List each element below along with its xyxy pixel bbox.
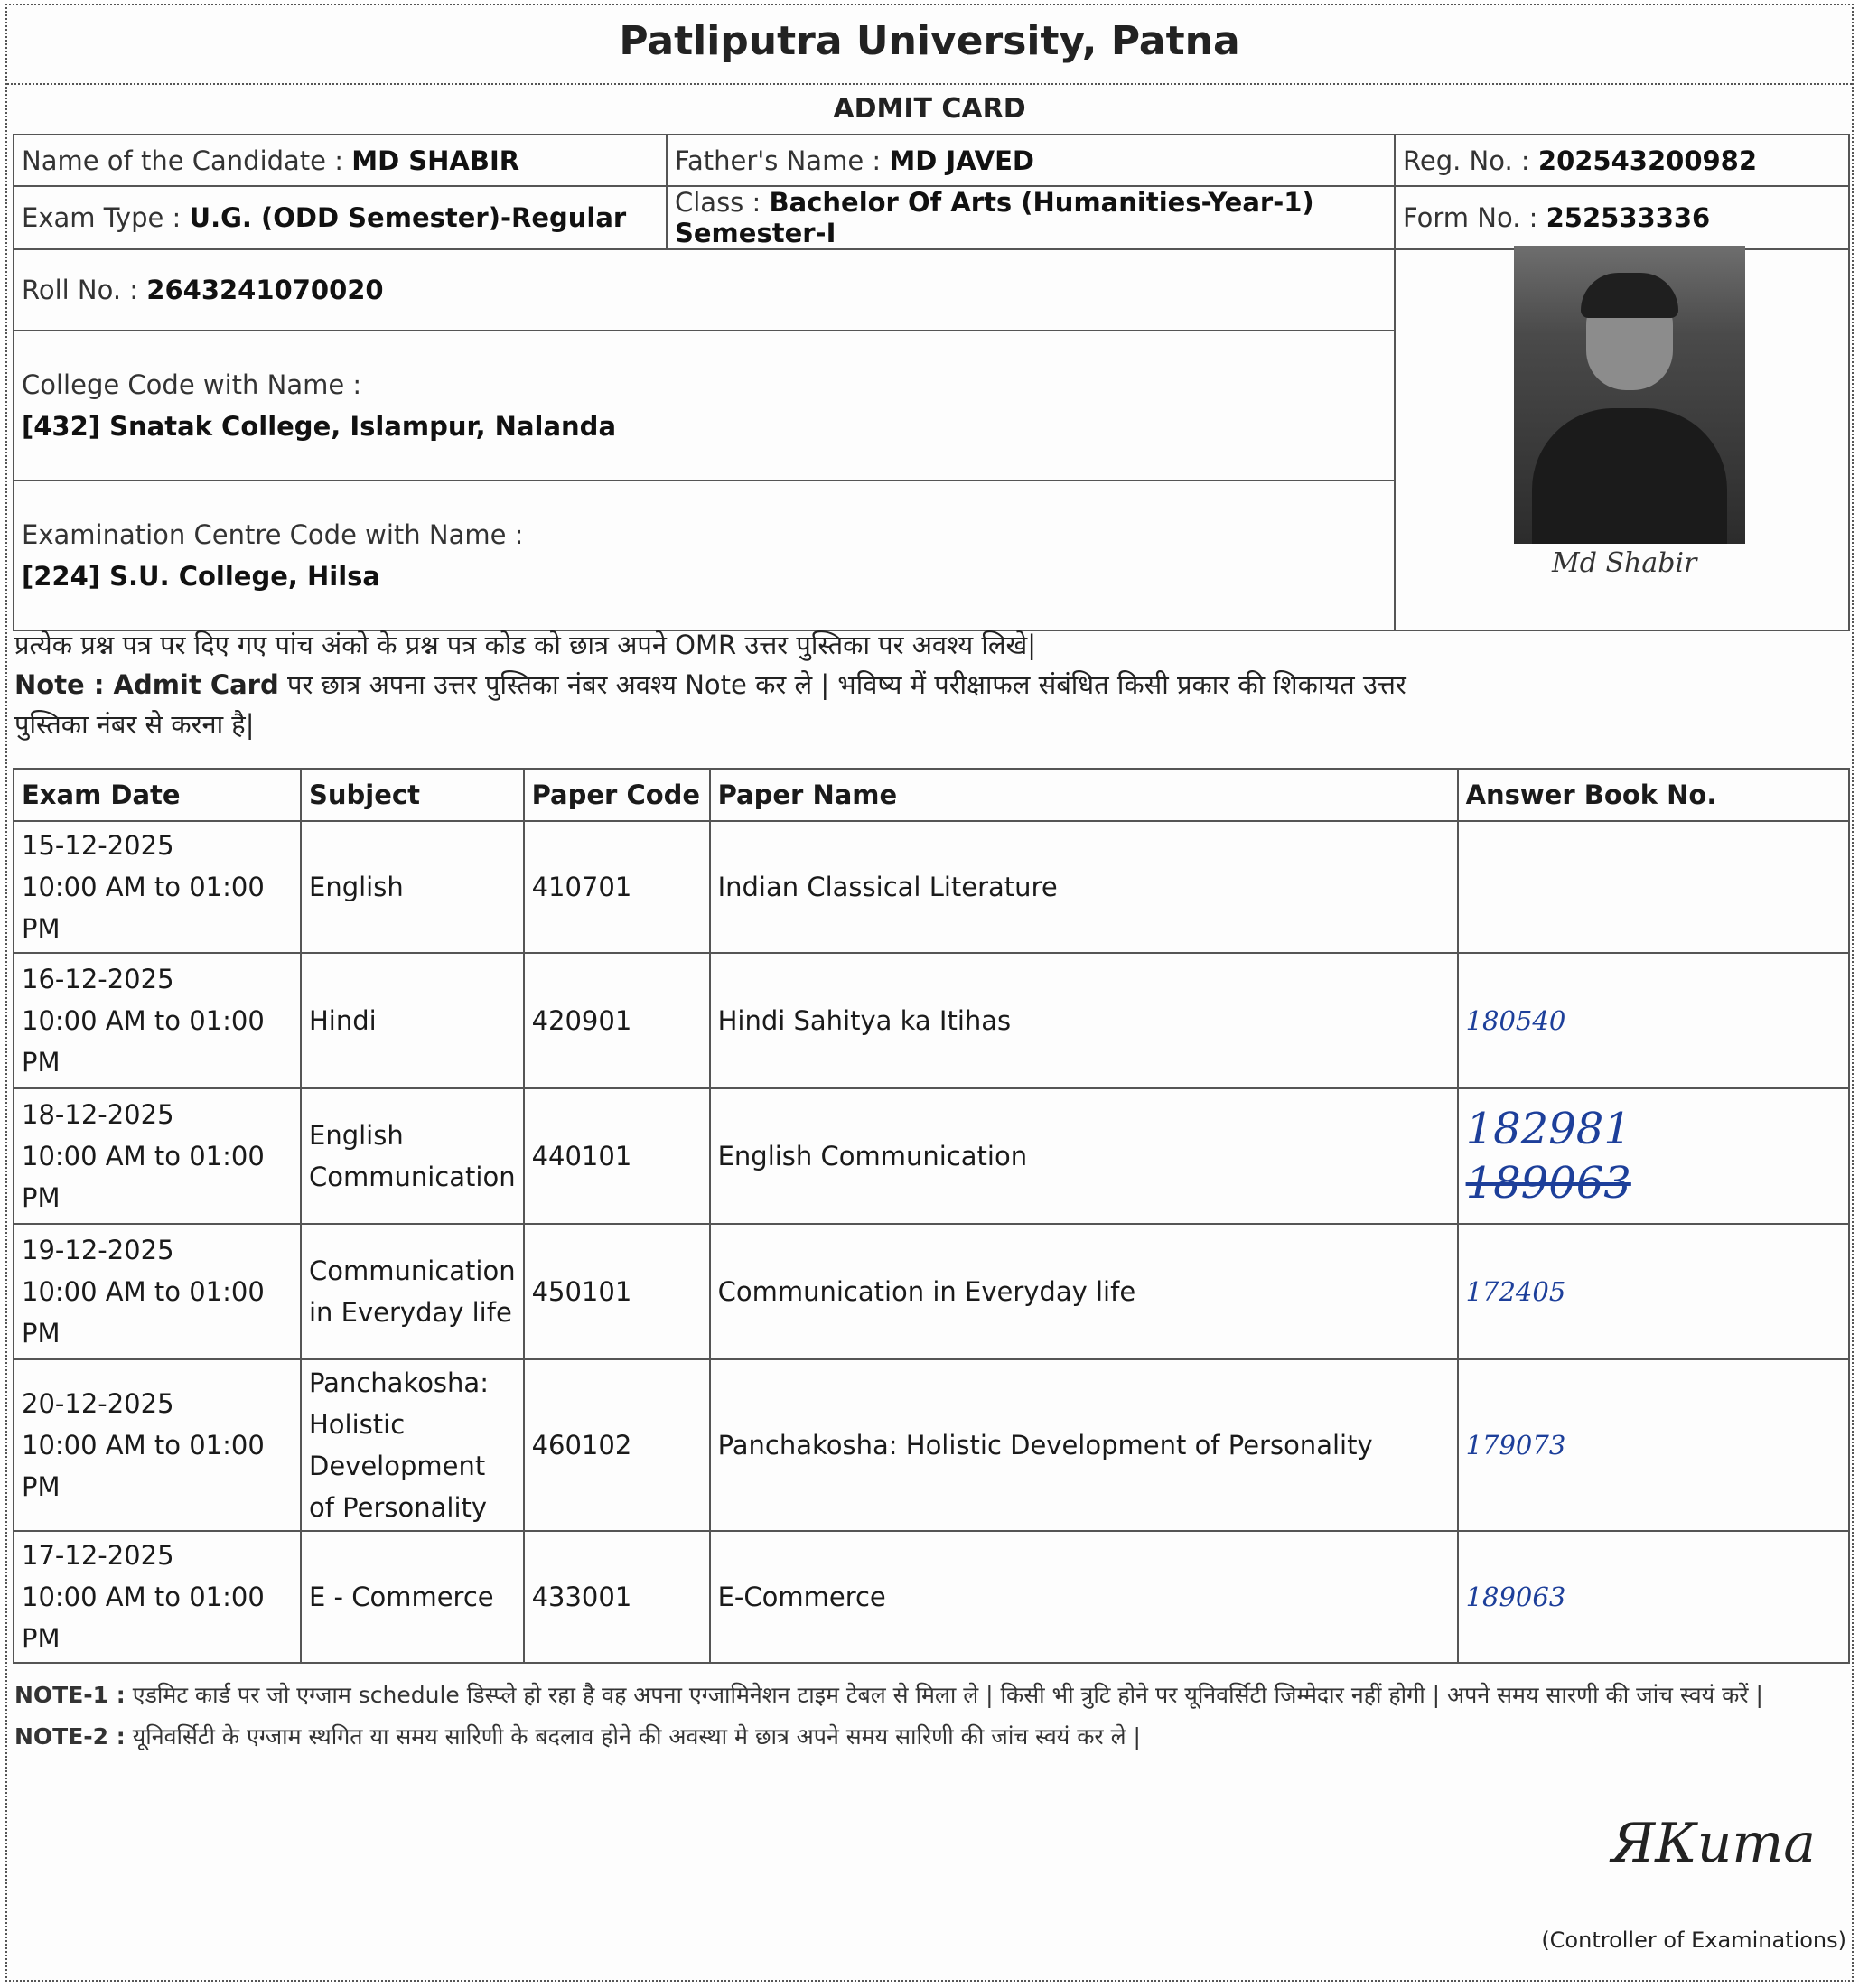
header-paper-name: Paper Name bbox=[710, 769, 1458, 821]
admit-card bbox=[5, 4, 1854, 1982]
instructions bbox=[14, 625, 1416, 744]
class: Bachelor Of Arts (Humanities-Year-1) Semester-I bbox=[675, 187, 1314, 248]
father-name: MD JAVED bbox=[889, 145, 1034, 176]
instruction-line-1: प्रत्येक प्रश्न पत्र पर दिए गए पांच अंको के प्रश्न पत्र कोड को छात्र अपने OMR उत्तर पुस्तिका पर अवश्य लिखे| bbox=[14, 630, 1037, 660]
centre-cell: Examination Centre Code with Name : [224] S.U. College, Hilsa bbox=[14, 481, 1395, 630]
exam-type: U.G. (ODD Semester)-Regular bbox=[189, 202, 627, 233]
form-no: 252533336 bbox=[1546, 202, 1711, 233]
table-row: 18-12-2025 10:00 AM to 01:00 PM English Communication 440101 English Communication 182981 189063 bbox=[14, 1088, 1849, 1224]
answer-book-no bbox=[1458, 821, 1849, 953]
answer-book-no: 182981 189063 bbox=[1458, 1088, 1849, 1224]
form-no-cell: Form No. : 252533336 bbox=[1395, 186, 1849, 249]
table-row: 19-12-2025 10:00 AM to 01:00 PM Communication in Everyday life 450101 Communication in Everyday life 172405 bbox=[14, 1224, 1849, 1359]
table-row: 16-12-2025 10:00 AM to 01:00 PM Hindi 420901 Hindi Sahitya ka Itihas 180540 bbox=[14, 953, 1849, 1088]
father-name-cell: Father's Name : MD JAVED bbox=[667, 135, 1395, 186]
exam-type-cell: Exam Type : U.G. (ODD Semester)-Regular bbox=[14, 186, 667, 249]
controller-label: (Controller of Examinations) bbox=[1541, 1927, 1846, 1953]
college-name: [432] Snatak College, Islampur, Nalanda bbox=[22, 411, 617, 442]
college-cell: College Code with Name : [432] Snatak College, Islampur, Nalanda bbox=[14, 331, 1395, 481]
reg-no: 202543200982 bbox=[1537, 145, 1758, 176]
header-exam-date: Exam Date bbox=[14, 769, 301, 821]
candidate-name: MD SHABIR bbox=[351, 145, 520, 176]
table-row: 17-12-2025 10:00 AM to 01:00 PM E - Commerce 433001 E-Commerce 189063 bbox=[14, 1531, 1849, 1663]
header-subject: Subject bbox=[301, 769, 524, 821]
centre-name: [224] S.U. College, Hilsa bbox=[22, 561, 380, 592]
instruction-line-2: Note : Admit Card पर छात्र अपना उत्तर पुस्तिका नंबर अवश्य Note कर ले | भविष्य में परीक्षाफल संबंधित किसी प्रकार की शिकायत उत्तर पुस्तिका नंबर से करना है| bbox=[14, 669, 1406, 740]
candidate-signature: Md Shabir bbox=[1552, 547, 1697, 579]
table-row: 20-12-2025 10:00 AM to 01:00 PM Panchakosha: Holistic Development of Personality 460102 Panchakosha: Holistic Development of Personality 179073 bbox=[14, 1359, 1849, 1531]
answer-book-no: 172405 bbox=[1458, 1224, 1849, 1359]
header-answer-book: Answer Book No. bbox=[1458, 769, 1849, 821]
answer-book-no: 189063 bbox=[1458, 1531, 1849, 1663]
roll-no-cell: Roll No. : 2643241070020 bbox=[14, 249, 1395, 331]
candidate-photo bbox=[1514, 246, 1745, 544]
table-row: 15-12-2025 10:00 AM to 01:00 PM English 410701 Indian Classical Literature bbox=[14, 821, 1849, 953]
exam-schedule-table bbox=[13, 768, 1850, 1664]
note-2: NOTE-2 : यूनिवर्सिटी के एग्जाम स्थगित या समय सारिणी के बदलाव होने की अवस्था मे छात्र अपने समय सारिणी की जांच स्वयं कर ले | bbox=[14, 1723, 1141, 1750]
answer-book-no: 179073 bbox=[1458, 1359, 1849, 1531]
footer-notes bbox=[14, 1675, 1852, 1758]
roll-no: 2643241070020 bbox=[146, 275, 384, 305]
header-paper-code: Paper Code bbox=[524, 769, 710, 821]
answer-book-no: 180540 bbox=[1458, 953, 1849, 1088]
controller-signature: ЯКuma bbox=[1611, 1812, 1816, 1875]
document-title: ADMIT CARD bbox=[833, 93, 1026, 125]
class-cell: Class : Bachelor Of Arts (Humanities-Year-1) Semester-I bbox=[667, 186, 1395, 249]
reg-no-cell: Reg. No. : 202543200982 bbox=[1395, 135, 1849, 186]
note-1: NOTE-1 : एडमिट कार्ड पर जो एग्जाम schedule डिस्प्ले हो रहा है वह अपना एग्जामिनेशन टाइम टेबल से मिला ले | किसी भी त्रुटि होने पर यूनिवर्सिटी जिम्मेदार नहीं होगी | अपने समय सारणी की जांच स्वयं करें | bbox=[14, 1682, 1763, 1708]
candidate-name-cell: Name of the Candidate : MD SHABIR bbox=[14, 135, 667, 186]
university-title: Patliputra University, Patna bbox=[7, 5, 1852, 85]
